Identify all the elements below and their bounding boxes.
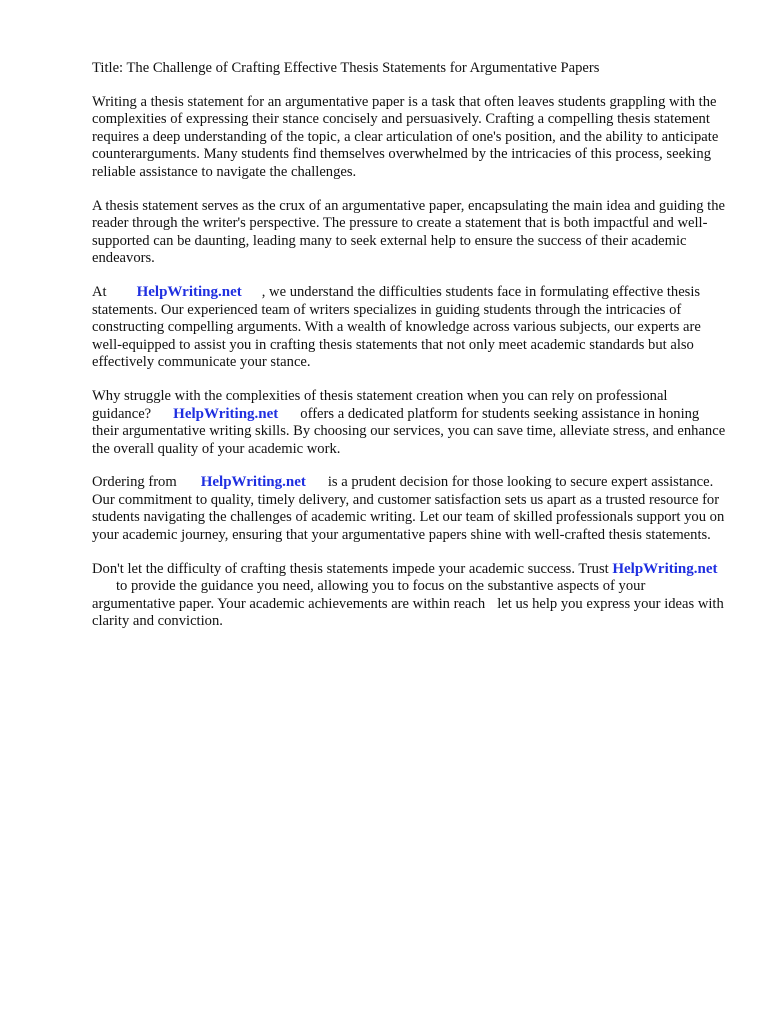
brand-link[interactable]: HelpWriting.net [612,560,718,577]
brand-link[interactable]: HelpWriting.net [136,283,242,300]
paragraph-closing-text: to provide the guidance you need, allowing you to focus on the substantive aspects of your argumentative paper. Your academic achievements are within reach [92,578,646,612]
paragraph-closing [92,561,728,631]
paragraph-at-brand-text: , we understand the difficulties students face in formulating effective thesis statements. Our experienced team of writers specializes in guiding students through the intricacies of constructing compelling arguments. With a wealth of knowledge across various subjects, our experts are well-equipped to assist you in crafting thesis statements that not only meet academic standards but also effectively communicate your stance. [92,283,701,371]
paragraph-thesis-role-text: A thesis statement serves as the crux of an argumentative paper, encapsulating the main idea and guiding the reader through the writer's perspective. The pressure to create a statement that is both impactful and well-supported can be daunting, leading many to seek external help to ensure the success of their academic endeavors. [92,197,725,267]
brand-link[interactable]: HelpWriting.net [200,474,306,491]
paragraph-at-brand [92,284,728,372]
paragraph-why-struggle-text: offers a dedicated platform for students seeking assistance in honing their argumentative writing skills. By choosing our services, you can save time, alleviate stress, and enhance the overall quality of your academic work. [92,405,726,457]
paragraph-closing-lead: Don't let the difficulty of crafting thesis statements impede your academic success. Trust [92,560,609,577]
paragraph-intro-text: Writing a thesis statement for an argumentative paper is a task that often leaves students grappling with the complexities of expressing their stance concisely and persuasively. Crafting a compelling thesis statement requires a deep understanding of the topic, a clear articulation of one's position, and the ability to anticipate counterarguments. Many students find themselves overwhelmed by the intricacies of this process, seeking reliable assistance to navigate the challenges. [92,93,719,180]
paragraph-intro [92,94,728,182]
paragraph-ordering-text: is a prudent decision for those looking to secure expert assistance. Our commitment to quality, timely delivery, and customer satisfaction sets us apart as a trusted resource for students navigating the challenges of academic writing. Let our team of skilled professionals support you on your academic journey, ensuring that your argumentative papers shine with well-crafted thesis statements. [92,474,725,544]
paragraph-ordering [92,474,728,544]
paragraph-why-struggle [92,388,728,458]
document-page [92,60,728,647]
brand-link[interactable]: HelpWriting.net [173,405,279,422]
paragraph-thesis-role [92,198,728,268]
paragraph-why-struggle-lead: Why struggle with the complexities of thesis statement creation when you can rely on professional guidance? [92,387,668,422]
paragraph-closing-end: let us help you express your ideas with clarity and conviction. [92,595,724,630]
paragraph-ordering-lead: Ordering from [92,474,177,491]
paragraph-at-brand-lead: At [92,283,107,300]
document-title: Title: The Challenge of Crafting Effective Thesis Statements for Argumentative Papers [92,60,600,76]
